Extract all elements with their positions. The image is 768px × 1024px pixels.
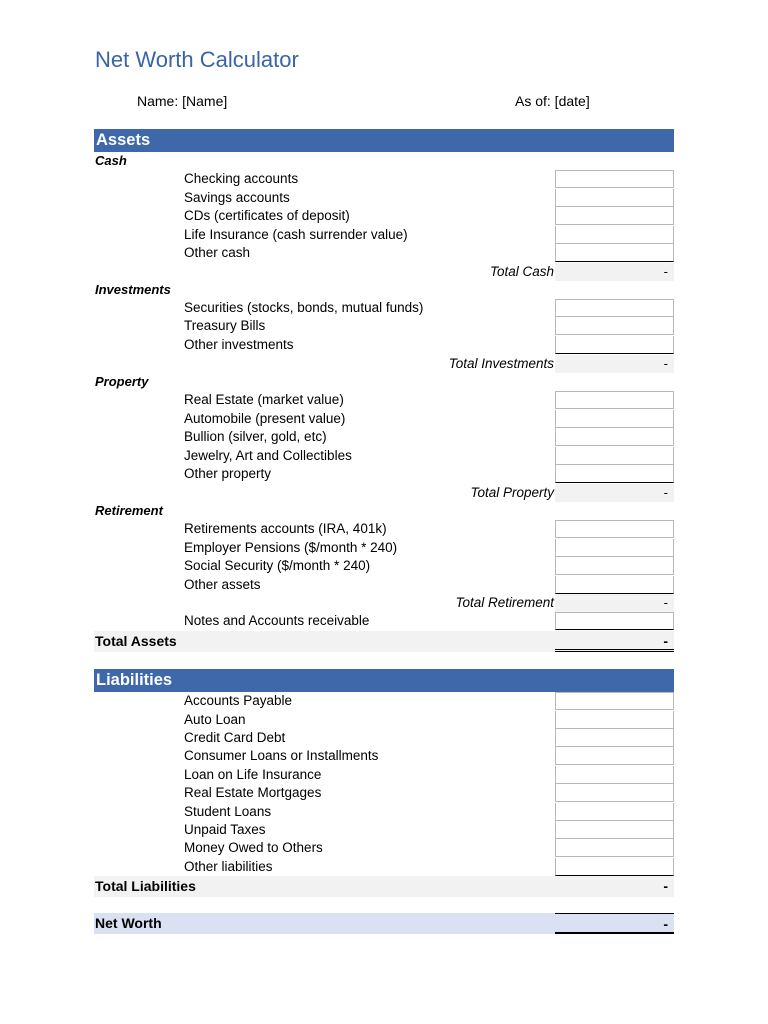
liability-item-label: Other liabilities bbox=[184, 859, 273, 874]
student-loans-input[interactable] bbox=[555, 803, 674, 821]
cds-input[interactable] bbox=[555, 207, 674, 225]
life-insurance-input[interactable] bbox=[555, 226, 674, 244]
total-retirement-label: Total Retirement bbox=[455, 595, 554, 610]
treasury-bills-input[interactable] bbox=[555, 317, 674, 335]
investments-item-label: Securities (stocks, bonds, mutual funds) bbox=[184, 300, 424, 315]
liability-item-label: Accounts Payable bbox=[184, 693, 293, 708]
total-property-value: - bbox=[555, 484, 674, 502]
notes-receivable-input[interactable] bbox=[555, 612, 674, 630]
retirement-item-label: Social Security ($/month * 240) bbox=[184, 558, 371, 573]
total-cash-label: Total Cash bbox=[489, 264, 554, 279]
total-assets-label: Total Assets bbox=[95, 633, 177, 649]
other-assets-input[interactable] bbox=[555, 576, 674, 594]
automobile-input[interactable] bbox=[555, 410, 674, 428]
investments-section-label: Investments bbox=[95, 282, 171, 297]
as-of-date-label: As of: [date] bbox=[515, 93, 590, 109]
property-item-label: Automobile (present value) bbox=[184, 411, 346, 426]
consumer-loans-input[interactable] bbox=[555, 747, 674, 765]
other-property-input[interactable] bbox=[555, 465, 674, 483]
jewelry-input[interactable] bbox=[555, 447, 674, 465]
cash-item-label: Checking accounts bbox=[184, 171, 299, 186]
employer-pensions-input[interactable] bbox=[555, 539, 674, 557]
retirement-section-label: Retirement bbox=[95, 503, 163, 518]
liability-item-label: Consumer Loans or Installments bbox=[184, 748, 379, 763]
liability-item-label: Money Owed to Others bbox=[184, 840, 323, 855]
retirement-item-label: Retirements accounts (IRA, 401k) bbox=[184, 521, 387, 536]
cash-item-label: Savings accounts bbox=[184, 190, 290, 205]
page-title: Net Worth Calculator bbox=[95, 47, 299, 72]
auto-loan-input[interactable] bbox=[555, 711, 674, 729]
savings-accounts-input[interactable] bbox=[555, 189, 674, 207]
total-liabilities-value: - bbox=[663, 878, 668, 894]
total-property-label: Total Property bbox=[470, 485, 554, 500]
liability-item-label: Unpaid Taxes bbox=[184, 822, 266, 837]
loan-on-life-insurance-input[interactable] bbox=[555, 766, 674, 784]
assets-heading: Assets bbox=[94, 129, 674, 152]
credit-card-debt-input[interactable] bbox=[555, 729, 674, 747]
net-worth-label: Net Worth bbox=[95, 915, 162, 931]
property-section-label: Property bbox=[95, 374, 149, 389]
money-owed-input[interactable] bbox=[555, 839, 674, 857]
notes-receivable-label: Notes and Accounts receivable bbox=[184, 613, 370, 628]
liability-item-label: Credit Card Debt bbox=[184, 730, 286, 745]
property-item-label: Other property bbox=[184, 466, 272, 481]
liability-item-label: Auto Loan bbox=[184, 712, 246, 727]
retirement-item-label: Other assets bbox=[184, 577, 261, 592]
other-liabilities-input[interactable] bbox=[555, 858, 674, 876]
liability-item-label: Loan on Life Insurance bbox=[184, 767, 322, 782]
other-investments-input[interactable] bbox=[555, 336, 674, 354]
cash-item-label: Other cash bbox=[184, 245, 251, 260]
bullion-input[interactable] bbox=[555, 428, 674, 446]
retirement-accounts-input[interactable] bbox=[555, 520, 674, 538]
checking-accounts-input[interactable] bbox=[555, 170, 674, 188]
liability-item-label: Real Estate Mortgages bbox=[184, 785, 322, 800]
property-item-label: Real Estate (market value) bbox=[184, 392, 344, 407]
securities-input[interactable] bbox=[555, 299, 674, 317]
total-investments-value: - bbox=[555, 355, 674, 373]
social-security-input[interactable] bbox=[555, 557, 674, 575]
property-item-label: Jewelry, Art and Collectibles bbox=[184, 448, 352, 463]
total-retirement-value: - bbox=[555, 594, 674, 612]
cash-item-label: CDs (certificates of deposit) bbox=[184, 208, 350, 223]
retirement-item-label: Employer Pensions ($/month * 240) bbox=[184, 540, 398, 555]
accounts-payable-input[interactable] bbox=[555, 692, 674, 710]
total-assets-value: - bbox=[555, 631, 674, 652]
investments-item-label: Other investments bbox=[184, 337, 294, 352]
other-cash-input[interactable] bbox=[555, 244, 674, 262]
total-investments-label: Total Investments bbox=[448, 356, 554, 371]
real-estate-mortgages-input[interactable] bbox=[555, 784, 674, 802]
real-estate-input[interactable] bbox=[555, 391, 674, 409]
total-cash-value: - bbox=[555, 263, 674, 281]
cash-item-label: Life Insurance (cash surrender value) bbox=[184, 227, 408, 242]
investments-item-label: Treasury Bills bbox=[184, 318, 266, 333]
cash-section-label: Cash bbox=[95, 153, 127, 168]
property-item-label: Bullion (silver, gold, etc) bbox=[184, 429, 327, 444]
name-field-label: Name: [Name] bbox=[137, 93, 228, 109]
liabilities-heading: Liabilities bbox=[94, 669, 674, 692]
liability-item-label: Student Loans bbox=[184, 804, 272, 819]
total-liabilities-label: Total Liabilities bbox=[95, 878, 196, 894]
unpaid-taxes-input[interactable] bbox=[555, 821, 674, 839]
net-worth-value: - bbox=[555, 913, 674, 934]
